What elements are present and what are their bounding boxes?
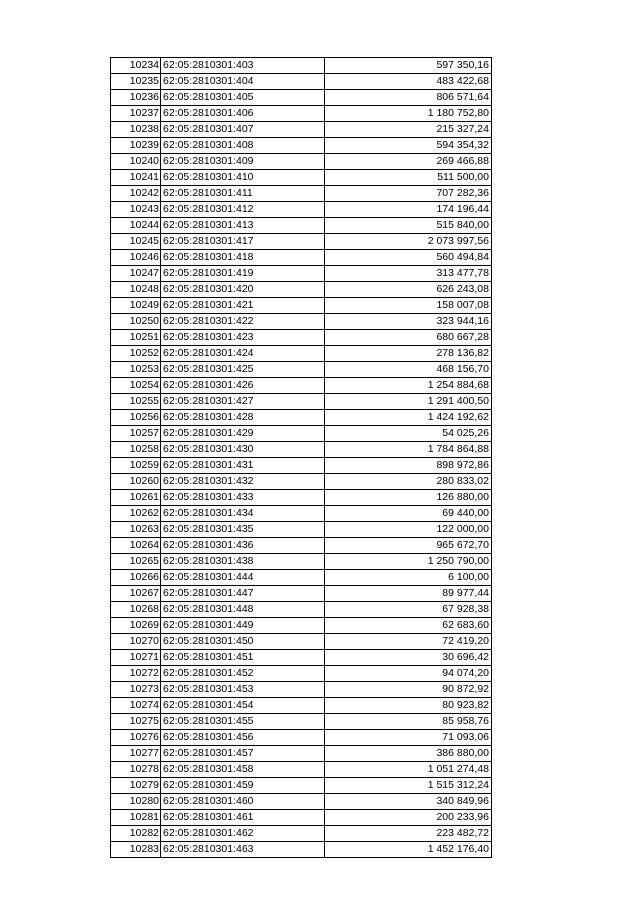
table-row xyxy=(111,650,492,666)
row-number-cell: 10274 xyxy=(111,698,161,714)
row-number-cell: 10277 xyxy=(111,746,161,762)
value-cell: 126 880,00 xyxy=(325,490,492,506)
table-row xyxy=(111,474,492,490)
table-row xyxy=(111,346,492,362)
value-cell: 386 880,00 xyxy=(325,746,492,762)
row-number-cell: 10249 xyxy=(111,298,161,314)
row-number-cell: 10266 xyxy=(111,570,161,586)
row-number-cell: 10280 xyxy=(111,794,161,810)
value-cell: 223 482,72 xyxy=(325,826,492,842)
value-cell: 80 923,82 xyxy=(325,698,492,714)
table-row xyxy=(111,570,492,586)
value-cell: 85 958,76 xyxy=(325,714,492,730)
cadastral-number-cell: 62:05:2810301:430 xyxy=(161,442,325,458)
value-cell: 965 672,70 xyxy=(325,538,492,554)
cadastral-number-cell: 62:05:2810301:449 xyxy=(161,618,325,634)
row-number-cell: 10272 xyxy=(111,666,161,682)
table-row xyxy=(111,682,492,698)
value-cell: 340 849,96 xyxy=(325,794,492,810)
value-cell: 71 093,06 xyxy=(325,730,492,746)
value-cell: 94 074,20 xyxy=(325,666,492,682)
cadastral-number-cell: 62:05:2810301:407 xyxy=(161,122,325,138)
row-number-cell: 10236 xyxy=(111,90,161,106)
table-row xyxy=(111,714,492,730)
value-cell: 806 571,64 xyxy=(325,90,492,106)
cadastral-number-cell: 62:05:2810301:458 xyxy=(161,762,325,778)
table-row xyxy=(111,202,492,218)
table-row xyxy=(111,378,492,394)
row-number-cell: 10245 xyxy=(111,234,161,250)
row-number-cell: 10235 xyxy=(111,74,161,90)
row-number-cell: 10234 xyxy=(111,58,161,74)
row-number-cell: 10238 xyxy=(111,122,161,138)
value-cell: 560 494,84 xyxy=(325,250,492,266)
table-row xyxy=(111,442,492,458)
cadastral-number-cell: 62:05:2810301:425 xyxy=(161,362,325,378)
cadastral-number-cell: 62:05:2810301:461 xyxy=(161,810,325,826)
table-row xyxy=(111,234,492,250)
row-number-cell: 10270 xyxy=(111,634,161,650)
value-cell: 90 872,92 xyxy=(325,682,492,698)
value-cell: 515 840,00 xyxy=(325,218,492,234)
row-number-cell: 10247 xyxy=(111,266,161,282)
cadastral-number-cell: 62:05:2810301:444 xyxy=(161,570,325,586)
value-cell: 594 354,32 xyxy=(325,138,492,154)
row-number-cell: 10259 xyxy=(111,458,161,474)
cadastral-number-cell: 62:05:2810301:453 xyxy=(161,682,325,698)
table-row xyxy=(111,74,492,90)
table-row xyxy=(111,362,492,378)
cadastral-number-cell: 62:05:2810301:436 xyxy=(161,538,325,554)
table-row xyxy=(111,282,492,298)
cadastral-number-cell: 62:05:2810301:422 xyxy=(161,314,325,330)
value-cell: 158 007,08 xyxy=(325,298,492,314)
value-cell: 89 977,44 xyxy=(325,586,492,602)
row-number-cell: 10267 xyxy=(111,586,161,602)
row-number-cell: 10250 xyxy=(111,314,161,330)
cadastral-number-cell: 62:05:2810301:457 xyxy=(161,746,325,762)
cadastral-number-cell: 62:05:2810301:435 xyxy=(161,522,325,538)
row-number-cell: 10237 xyxy=(111,106,161,122)
row-number-cell: 10275 xyxy=(111,714,161,730)
value-cell: 468 156,70 xyxy=(325,362,492,378)
table-row xyxy=(111,522,492,538)
value-cell: 898 972,86 xyxy=(325,458,492,474)
cadastral-number-cell: 62:05:2810301:462 xyxy=(161,826,325,842)
value-cell: 2 073 997,56 xyxy=(325,234,492,250)
value-cell: 215 327,24 xyxy=(325,122,492,138)
table-row xyxy=(111,458,492,474)
row-number-cell: 10262 xyxy=(111,506,161,522)
row-number-cell: 10271 xyxy=(111,650,161,666)
table-row xyxy=(111,698,492,714)
cadastral-number-cell: 62:05:2810301:434 xyxy=(161,506,325,522)
value-cell: 313 477,78 xyxy=(325,266,492,282)
row-number-cell: 10273 xyxy=(111,682,161,698)
value-cell: 1 250 790,00 xyxy=(325,554,492,570)
cadastral-number-cell: 62:05:2810301:448 xyxy=(161,602,325,618)
row-number-cell: 10258 xyxy=(111,442,161,458)
table-row xyxy=(111,298,492,314)
row-number-cell: 10279 xyxy=(111,778,161,794)
cadastral-number-cell: 62:05:2810301:405 xyxy=(161,90,325,106)
row-number-cell: 10254 xyxy=(111,378,161,394)
value-cell: 122 000,00 xyxy=(325,522,492,538)
value-cell: 69 440,00 xyxy=(325,506,492,522)
row-number-cell: 10240 xyxy=(111,154,161,170)
row-number-cell: 10243 xyxy=(111,202,161,218)
table-body xyxy=(111,58,492,858)
row-number-cell: 10268 xyxy=(111,602,161,618)
table-row xyxy=(111,842,492,858)
table-row xyxy=(111,426,492,442)
table-row xyxy=(111,602,492,618)
row-number-cell: 10253 xyxy=(111,362,161,378)
row-number-cell: 10264 xyxy=(111,538,161,554)
cadastral-number-cell: 62:05:2810301:404 xyxy=(161,74,325,90)
table-row xyxy=(111,58,492,74)
cadastral-value-table xyxy=(110,57,492,858)
cadastral-number-cell: 62:05:2810301:432 xyxy=(161,474,325,490)
row-number-cell: 10241 xyxy=(111,170,161,186)
row-number-cell: 10239 xyxy=(111,138,161,154)
cadastral-number-cell: 62:05:2810301:408 xyxy=(161,138,325,154)
row-number-cell: 10281 xyxy=(111,810,161,826)
table-row xyxy=(111,266,492,282)
row-number-cell: 10251 xyxy=(111,330,161,346)
value-cell: 680 667,28 xyxy=(325,330,492,346)
value-cell: 62 683,60 xyxy=(325,618,492,634)
table-row xyxy=(111,410,492,426)
value-cell: 72 419,20 xyxy=(325,634,492,650)
cadastral-number-cell: 62:05:2810301:456 xyxy=(161,730,325,746)
value-cell: 1 254 884,68 xyxy=(325,378,492,394)
table-row xyxy=(111,554,492,570)
value-cell: 278 136,82 xyxy=(325,346,492,362)
cadastral-number-cell: 62:05:2810301:429 xyxy=(161,426,325,442)
cadastral-number-cell: 62:05:2810301:428 xyxy=(161,410,325,426)
value-cell: 30 696,42 xyxy=(325,650,492,666)
row-number-cell: 10282 xyxy=(111,826,161,842)
table-row xyxy=(111,746,492,762)
table-row xyxy=(111,154,492,170)
cadastral-number-cell: 62:05:2810301:418 xyxy=(161,250,325,266)
table-row xyxy=(111,778,492,794)
value-cell: 1 784 864,88 xyxy=(325,442,492,458)
row-number-cell: 10246 xyxy=(111,250,161,266)
cadastral-number-cell: 62:05:2810301:417 xyxy=(161,234,325,250)
cadastral-number-cell: 62:05:2810301:421 xyxy=(161,298,325,314)
row-number-cell: 10265 xyxy=(111,554,161,570)
cadastral-number-cell: 62:05:2810301:410 xyxy=(161,170,325,186)
cadastral-number-cell: 62:05:2810301:463 xyxy=(161,842,325,858)
row-number-cell: 10242 xyxy=(111,186,161,202)
cadastral-number-cell: 62:05:2810301:420 xyxy=(161,282,325,298)
value-cell: 200 233,96 xyxy=(325,810,492,826)
cadastral-number-cell: 62:05:2810301:454 xyxy=(161,698,325,714)
table-row xyxy=(111,170,492,186)
cadastral-number-cell: 62:05:2810301:455 xyxy=(161,714,325,730)
row-number-cell: 10244 xyxy=(111,218,161,234)
value-cell: 626 243,08 xyxy=(325,282,492,298)
row-number-cell: 10263 xyxy=(111,522,161,538)
value-cell: 269 466,88 xyxy=(325,154,492,170)
value-cell: 1 291 400,50 xyxy=(325,394,492,410)
table-row xyxy=(111,634,492,650)
table-row xyxy=(111,250,492,266)
row-number-cell: 10257 xyxy=(111,426,161,442)
cadastral-number-cell: 62:05:2810301:431 xyxy=(161,458,325,474)
cadastral-number-cell: 62:05:2810301:451 xyxy=(161,650,325,666)
row-number-cell: 10248 xyxy=(111,282,161,298)
table-row xyxy=(111,794,492,810)
table-row xyxy=(111,106,492,122)
cadastral-number-cell: 62:05:2810301:459 xyxy=(161,778,325,794)
value-cell: 1 180 752,80 xyxy=(325,106,492,122)
table-row xyxy=(111,138,492,154)
row-number-cell: 10260 xyxy=(111,474,161,490)
table-row xyxy=(111,330,492,346)
row-number-cell: 10256 xyxy=(111,410,161,426)
value-cell: 280 833,02 xyxy=(325,474,492,490)
table-row xyxy=(111,186,492,202)
table-row xyxy=(111,506,492,522)
table-row xyxy=(111,826,492,842)
value-cell: 1 515 312,24 xyxy=(325,778,492,794)
value-cell: 483 422,68 xyxy=(325,74,492,90)
table-row xyxy=(111,666,492,682)
table-row xyxy=(111,730,492,746)
table-row xyxy=(111,394,492,410)
table-row xyxy=(111,122,492,138)
row-number-cell: 10255 xyxy=(111,394,161,410)
table-row xyxy=(111,762,492,778)
cadastral-number-cell: 62:05:2810301:406 xyxy=(161,106,325,122)
value-cell: 597 350,16 xyxy=(325,58,492,74)
row-number-cell: 10276 xyxy=(111,730,161,746)
cadastral-number-cell: 62:05:2810301:423 xyxy=(161,330,325,346)
cadastral-number-cell: 62:05:2810301:409 xyxy=(161,154,325,170)
row-number-cell: 10278 xyxy=(111,762,161,778)
row-number-cell: 10269 xyxy=(111,618,161,634)
row-number-cell: 10283 xyxy=(111,842,161,858)
cadastral-number-cell: 62:05:2810301:460 xyxy=(161,794,325,810)
cadastral-number-cell: 62:05:2810301:427 xyxy=(161,394,325,410)
value-cell: 67 928,38 xyxy=(325,602,492,618)
table-row xyxy=(111,618,492,634)
cadastral-number-cell: 62:05:2810301:433 xyxy=(161,490,325,506)
table-row xyxy=(111,538,492,554)
cadastral-number-cell: 62:05:2810301:403 xyxy=(161,58,325,74)
row-number-cell: 10261 xyxy=(111,490,161,506)
value-cell: 323 944,16 xyxy=(325,314,492,330)
cadastral-number-cell: 62:05:2810301:419 xyxy=(161,266,325,282)
value-cell: 6 100,00 xyxy=(325,570,492,586)
table-row xyxy=(111,586,492,602)
value-cell: 707 282,36 xyxy=(325,186,492,202)
cadastral-number-cell: 62:05:2810301:438 xyxy=(161,554,325,570)
cadastral-number-cell: 62:05:2810301:412 xyxy=(161,202,325,218)
cadastral-number-cell: 62:05:2810301:413 xyxy=(161,218,325,234)
row-number-cell: 10252 xyxy=(111,346,161,362)
table-row xyxy=(111,90,492,106)
value-cell: 511 500,00 xyxy=(325,170,492,186)
value-cell: 1 051 274,48 xyxy=(325,762,492,778)
value-cell: 1 452 176,40 xyxy=(325,842,492,858)
cadastral-number-cell: 62:05:2810301:426 xyxy=(161,378,325,394)
value-cell: 1 424 192,62 xyxy=(325,410,492,426)
value-cell: 174 196,44 xyxy=(325,202,492,218)
table-row xyxy=(111,314,492,330)
cadastral-number-cell: 62:05:2810301:447 xyxy=(161,586,325,602)
table-row xyxy=(111,810,492,826)
cadastral-number-cell: 62:05:2810301:452 xyxy=(161,666,325,682)
table-row xyxy=(111,218,492,234)
cadastral-number-cell: 62:05:2810301:424 xyxy=(161,346,325,362)
table-row xyxy=(111,490,492,506)
cadastral-number-cell: 62:05:2810301:450 xyxy=(161,634,325,650)
value-cell: 54 025,26 xyxy=(325,426,492,442)
cadastral-number-cell: 62:05:2810301:411 xyxy=(161,186,325,202)
